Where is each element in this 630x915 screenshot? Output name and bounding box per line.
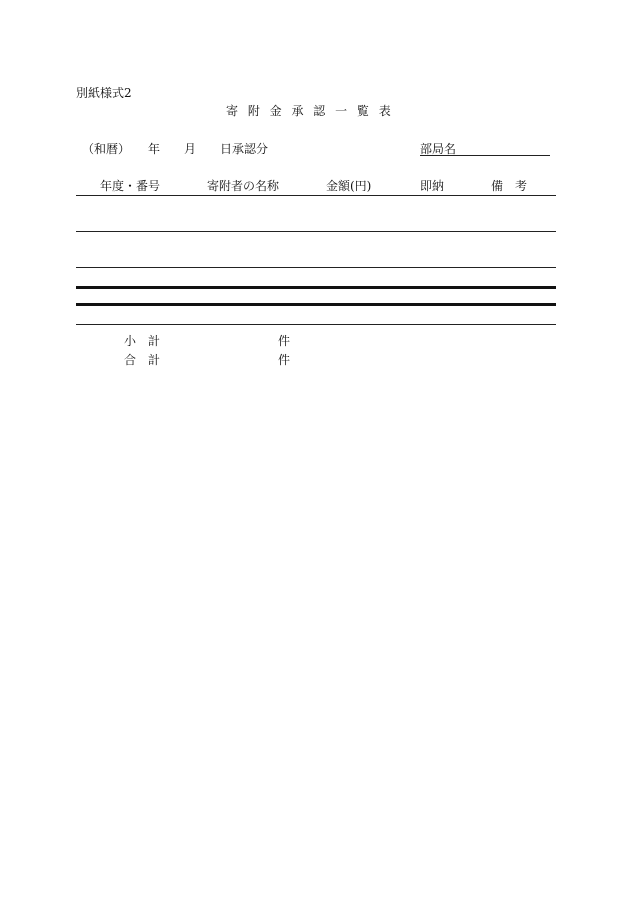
department-label: 部局名 xyxy=(420,142,457,156)
column-header-year-number: 年度・番号 xyxy=(100,179,161,193)
month-unit: 月 xyxy=(184,142,197,156)
column-header-amount: 金額(円) xyxy=(326,179,372,193)
era-label: （和暦） xyxy=(82,142,131,156)
page-title: 寄 附 金 承 認 一 覧 表 xyxy=(226,104,394,118)
column-header-remarks: 備 考 xyxy=(491,179,528,193)
approval-suffix: 日承認分 xyxy=(220,142,269,156)
double-rule-top xyxy=(76,286,556,289)
year-unit: 年 xyxy=(148,142,161,156)
form-label: 別紙様式2 xyxy=(76,86,132,100)
table-row xyxy=(76,231,556,232)
column-header-donor-name: 寄附者の名称 xyxy=(207,179,280,193)
department-field[interactable] xyxy=(420,141,550,156)
subtotal-label: 小 計 xyxy=(124,334,161,348)
column-header-immediate: 即納 xyxy=(420,179,445,193)
header-rule xyxy=(76,195,556,196)
subtotal-count-unit: 件 xyxy=(278,334,291,348)
double-rule-bottom xyxy=(76,303,556,306)
totals-rule xyxy=(76,324,556,325)
table-row xyxy=(76,267,556,268)
total-count-unit: 件 xyxy=(278,353,291,367)
total-label: 合 計 xyxy=(124,353,161,367)
